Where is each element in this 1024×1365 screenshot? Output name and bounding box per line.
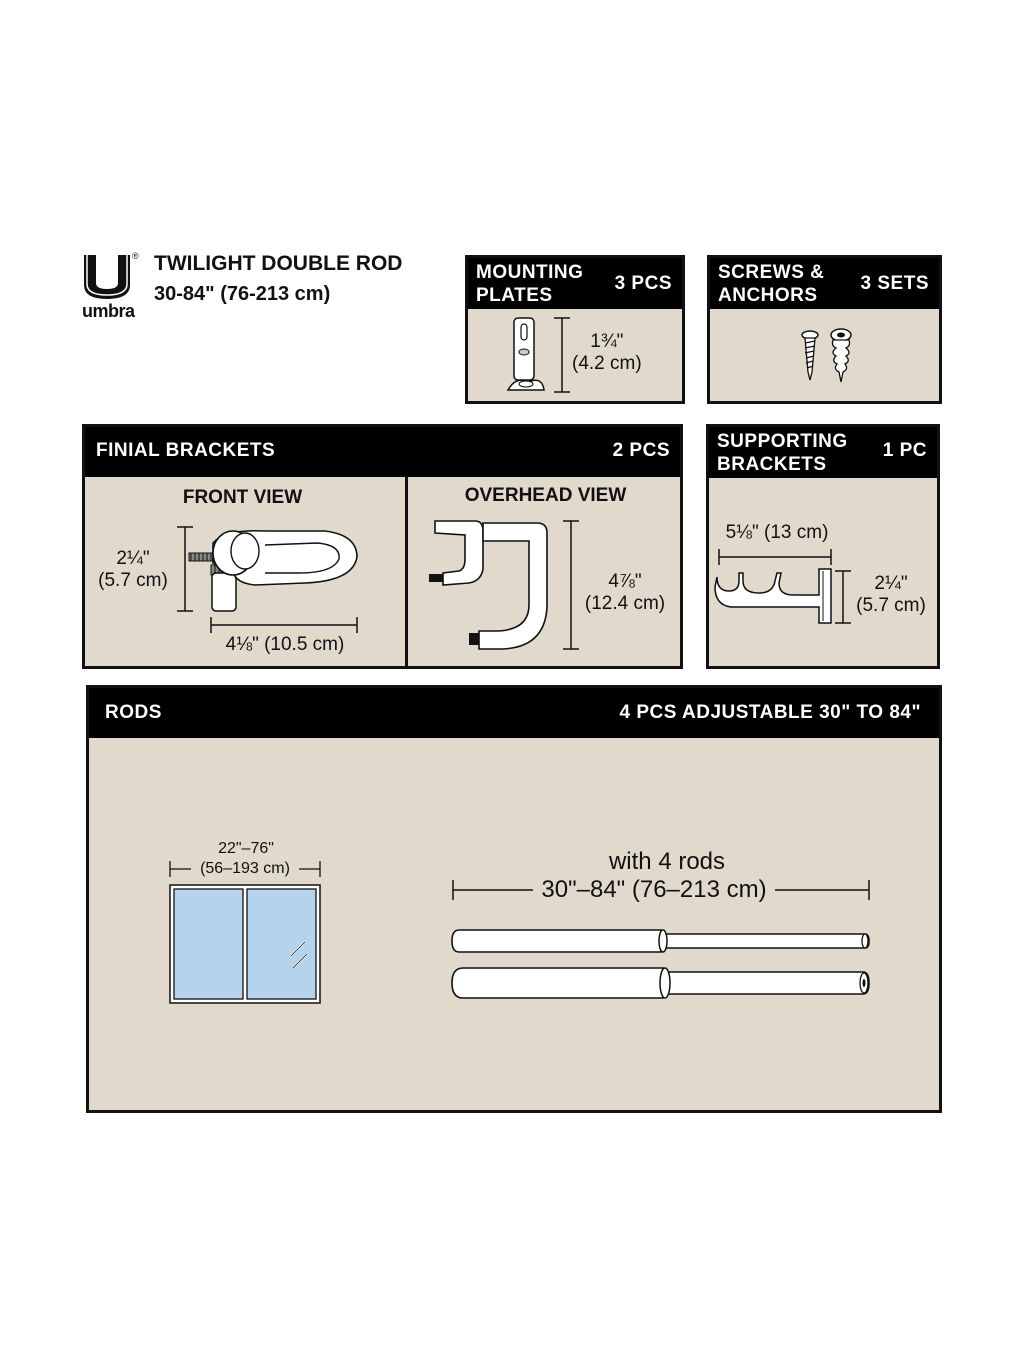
- front-view-label: FRONT VIEW: [182, 487, 303, 508]
- mounting-plates-title-1: MOUNTING: [476, 262, 584, 283]
- rods-header: [89, 688, 939, 738]
- finial-bracket-overhead-icon: [425, 519, 555, 653]
- umbra-u-icon: [84, 255, 130, 299]
- mounting-plates-title-2: PLATES: [476, 285, 553, 306]
- finial-brackets-panel: [82, 424, 683, 669]
- rod-icon-2: [451, 966, 871, 1000]
- logo-text: umbra: [82, 301, 135, 321]
- product-title: TWILIGHT DOUBLE ROD: [154, 252, 403, 275]
- mounting-plate-dim-in: 1¾": [590, 331, 624, 352]
- rods-qty: 4 PCS ADJUSTABLE 30" TO 84": [619, 702, 921, 723]
- mounting-plate-dim-cm: (4.2 cm): [572, 353, 642, 374]
- supporting-brackets-panel: [706, 424, 940, 669]
- screws-title-2: ANCHORS: [718, 285, 818, 306]
- front-width-label: 4⅛" (10.5 cm): [225, 634, 345, 655]
- umbra-logo: [82, 251, 142, 325]
- window-icon: [169, 884, 321, 1004]
- finial-bracket-front-icon: [185, 523, 365, 615]
- front-height-in: 2¼": [116, 548, 150, 569]
- window-width-in: 22"–76": [218, 840, 274, 857]
- mounting-plates-qty: 3 PCS: [614, 273, 672, 294]
- supporting-width-label: 5⅛" (13 cm): [725, 522, 829, 543]
- screws-panel: [707, 255, 942, 404]
- supporting-qty: 1 PC: [882, 440, 927, 461]
- overhead-view-label: OVERHEAD VIEW: [464, 485, 627, 506]
- with-rods-label: with 4 rods: [608, 848, 726, 875]
- registered-mark: ®: [132, 251, 139, 261]
- mounting-plates-panel: [465, 255, 685, 404]
- screw-icon: [800, 330, 820, 382]
- supporting-width-dimension: [717, 549, 833, 565]
- finial-brackets-title: FINIAL BRACKETS: [96, 440, 276, 461]
- window-width-dimension: [169, 859, 321, 879]
- overhead-height-cm: (12.4 cm): [584, 593, 666, 614]
- supporting-height-cm: (5.7 cm): [856, 595, 926, 616]
- mounting-plates-header: [468, 258, 682, 309]
- anchor-icon: [828, 328, 854, 384]
- supporting-height-in: 2¼": [874, 573, 908, 594]
- rods-title: RODS: [105, 702, 162, 723]
- supporting-brackets-header: [709, 427, 937, 478]
- product-size: 30-84" (76-213 cm): [154, 283, 331, 305]
- finial-brackets-qty: 2 PCS: [612, 440, 670, 461]
- supporting-bracket-icon: [715, 565, 835, 625]
- rod-range-dimension: [451, 876, 871, 904]
- rod-range-label: 30"–84" (76–213 cm): [541, 876, 767, 903]
- mounting-plate-icon: [506, 316, 546, 396]
- rod-icon-1: [451, 926, 871, 956]
- window-width-cm: (56–193 cm): [200, 860, 290, 877]
- rods-panel: [86, 685, 942, 1113]
- supporting-title-2: BRACKETS: [717, 454, 827, 475]
- overhead-height-in: 4⅞": [608, 571, 642, 592]
- front-width-dimension: [209, 617, 359, 633]
- finial-brackets-header: [85, 427, 680, 477]
- screws-qty: 3 SETS: [860, 273, 929, 294]
- front-height-cm: (5.7 cm): [98, 570, 168, 591]
- mounting-plate-dimension: [554, 316, 570, 396]
- screws-header: [710, 258, 939, 309]
- supporting-title-1: SUPPORTING: [717, 431, 848, 452]
- screws-title-1: SCREWS &: [718, 262, 825, 283]
